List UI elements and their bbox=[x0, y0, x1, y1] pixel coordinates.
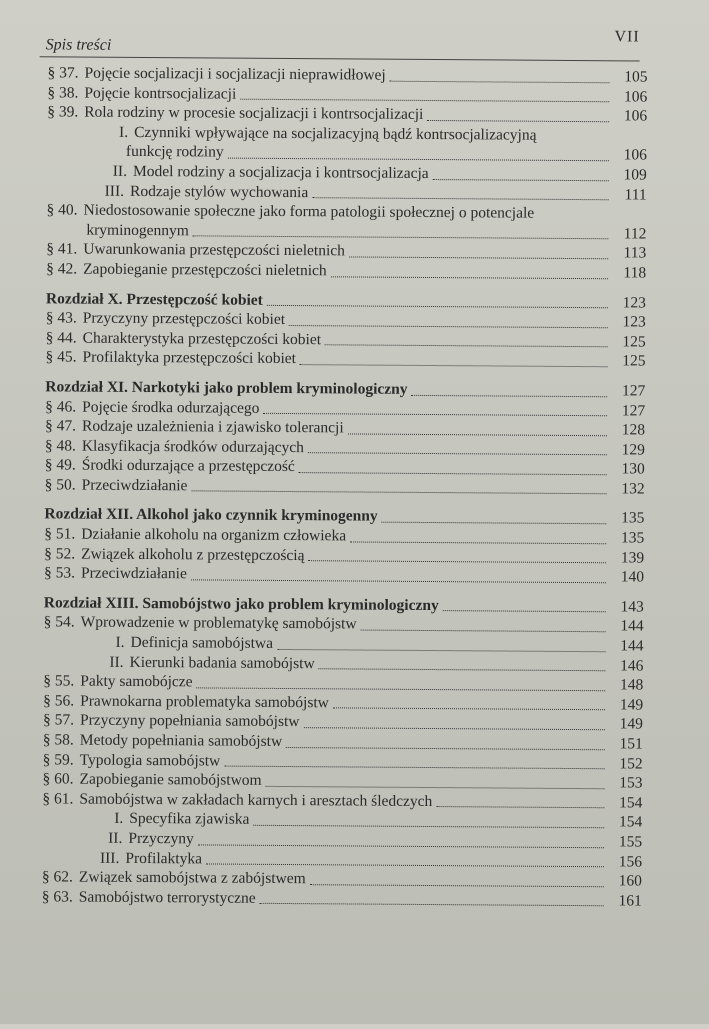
toc-title: funkcję rodziny bbox=[125, 143, 224, 161]
toc-leader bbox=[348, 433, 607, 436]
toc-leader bbox=[197, 687, 606, 691]
toc-title: Wprowadzenie w problematykę samobójstw bbox=[80, 614, 357, 633]
toc-number: § 53. bbox=[43, 564, 76, 582]
toc-title: Przyczyny popełniania samobójstw bbox=[79, 711, 300, 731]
toc-leader bbox=[260, 903, 604, 906]
toc-title: Samobójstwo terrorystyczne bbox=[78, 888, 256, 907]
toc-title: Charakterystyka przestępczości kobiet bbox=[82, 329, 322, 348]
toc-entry bbox=[44, 564, 644, 588]
toc-title: Profilaktyka przestępczości kobiet bbox=[82, 348, 297, 368]
toc-leader bbox=[253, 825, 604, 828]
toc-leader bbox=[198, 844, 604, 848]
toc-page: 151 bbox=[619, 735, 643, 753]
toc-page: 106 bbox=[624, 87, 648, 106]
toc-page: 130 bbox=[621, 460, 645, 478]
toc-number: § 45. bbox=[45, 348, 77, 366]
toc-entry bbox=[45, 475, 645, 499]
toc-page: 156 bbox=[618, 852, 643, 871]
toc-number: § 52. bbox=[44, 544, 76, 563]
toc-chapter-title: Rozdział X. Przestępczość kobiet bbox=[45, 289, 263, 309]
toc-title: Pojęcie socjalizacji i socjalizacji nieprawidłowej bbox=[84, 64, 386, 84]
toc-page: 135 bbox=[620, 529, 645, 547]
toc-number: § 38. bbox=[47, 83, 79, 102]
toc-number: § 58. bbox=[42, 731, 74, 749]
toc-leader bbox=[411, 394, 607, 396]
toc-leader bbox=[193, 236, 609, 240]
toc-title: Przyczyny bbox=[128, 829, 194, 848]
toc-title: Przeciwdziałanie bbox=[81, 476, 188, 495]
toc-number: § 47. bbox=[44, 417, 77, 435]
toc-number: § 49. bbox=[44, 456, 76, 474]
toc-title: Przeciwdziałanie bbox=[80, 564, 187, 583]
table-of-contents bbox=[42, 63, 648, 911]
toc-leader bbox=[433, 179, 609, 181]
toc-title: Związek alkoholu z przestępczością bbox=[81, 545, 305, 564]
toc-page: 152 bbox=[619, 754, 643, 773]
toc-leader bbox=[390, 80, 610, 83]
toc-page: 123 bbox=[622, 293, 646, 312]
toc-leader bbox=[277, 649, 605, 652]
toc-entry bbox=[45, 348, 645, 372]
toc-number: I. bbox=[119, 123, 129, 141]
toc-number: I. bbox=[115, 633, 125, 651]
toc-page: 125 bbox=[622, 333, 646, 351]
toc-title: Działanie alkoholu na organizm człowieka bbox=[81, 525, 347, 545]
toc-page: 144 bbox=[620, 617, 644, 635]
toc-number: § 42. bbox=[46, 260, 78, 278]
page-number: VII bbox=[614, 28, 640, 46]
toc-page: 149 bbox=[619, 696, 644, 714]
toc-leader bbox=[331, 276, 608, 279]
toc-title: Środki odurzające a przestępczość bbox=[81, 456, 295, 476]
toc-title: Uwarunkowania przestępczości nieletnich bbox=[83, 240, 345, 260]
toc-number: § 44. bbox=[45, 329, 77, 347]
toc-title: Pakty samobójcze bbox=[80, 672, 193, 691]
toc-page: 143 bbox=[620, 598, 644, 616]
toc-title: Profilaktyka bbox=[125, 849, 203, 867]
toc-number: II. bbox=[108, 829, 123, 847]
toc-number: II. bbox=[112, 162, 128, 180]
toc-page: 125 bbox=[622, 352, 646, 370]
toc-entry bbox=[42, 887, 642, 911]
toc-leader bbox=[266, 786, 605, 789]
toc-leader bbox=[299, 472, 607, 475]
toc-number: § 54. bbox=[43, 613, 75, 631]
toc-number: § 63. bbox=[41, 888, 73, 906]
toc-number: § 56. bbox=[43, 692, 75, 710]
toc-leader bbox=[325, 345, 608, 348]
toc-leader bbox=[350, 541, 606, 544]
toc-leader bbox=[436, 806, 604, 808]
toc-leader bbox=[310, 884, 604, 887]
toc-chapter-title: Rozdział XII. Alkohol jako czynnik kryminogenny bbox=[44, 505, 378, 526]
toc-title: Rodzaje uzależnienia i zjawisko tolerancji bbox=[81, 417, 344, 437]
toc-leader bbox=[361, 630, 606, 633]
toc-number: III. bbox=[99, 849, 120, 867]
toc-number: § 46. bbox=[45, 397, 77, 416]
toc-number: § 39. bbox=[47, 103, 79, 121]
toc-title: Prawnokarna problematyka samobójstw bbox=[80, 692, 329, 712]
toc-page: 105 bbox=[624, 68, 648, 86]
toc-page: 118 bbox=[623, 264, 647, 282]
toc-title: Związek samobójstwa z zabójstwem bbox=[78, 868, 306, 888]
toc-leader bbox=[286, 747, 605, 750]
toc-leader bbox=[382, 522, 607, 525]
toc-title: Rola rodziny w procesie socjalizacji i kontrsocjalizacji bbox=[84, 103, 424, 124]
toc-number: § 37. bbox=[47, 64, 79, 82]
toc-chapter-title: Rozdział XIII. Samobójstwo jako problem kryminologiczny bbox=[43, 594, 439, 614]
toc-page: 127 bbox=[621, 382, 646, 400]
toc-title: Definicja samobójstwa bbox=[130, 633, 274, 652]
toc-number: § 50. bbox=[44, 476, 76, 494]
toc-title: Kierunki badania samobójstw bbox=[129, 653, 315, 672]
toc-leader bbox=[228, 158, 609, 162]
toc-leader bbox=[427, 120, 609, 122]
toc-page: 135 bbox=[621, 509, 645, 527]
toc-page: 106 bbox=[623, 146, 647, 164]
toc-leader bbox=[263, 413, 607, 416]
toc-number: § 48. bbox=[44, 437, 76, 455]
toc-number: III. bbox=[104, 182, 125, 200]
toc-page: 129 bbox=[621, 441, 645, 459]
toc-number: I. bbox=[114, 810, 124, 828]
toc-number: § 51. bbox=[44, 525, 76, 543]
toc-page: 144 bbox=[620, 637, 644, 655]
toc-title: Pojęcie środka odurzającego bbox=[82, 398, 260, 417]
toc-page: 153 bbox=[619, 774, 643, 792]
toc-leader bbox=[443, 611, 606, 613]
toc-leader bbox=[191, 491, 606, 495]
toc-number: II. bbox=[109, 653, 124, 671]
toc-page: 109 bbox=[623, 166, 647, 184]
toc-title: Model rodziny a socjalizacja i kontrsocjalizacja bbox=[132, 162, 429, 182]
toc-leader bbox=[333, 708, 605, 711]
toc-number: § 41. bbox=[46, 240, 78, 258]
toc-title: Czynniki wpływające na socjalizacyjną bądź kontrsocjalizacyjną bbox=[134, 123, 537, 144]
toc-page: 148 bbox=[619, 676, 644, 694]
toc-leader bbox=[267, 305, 608, 308]
toc-leader bbox=[240, 99, 609, 103]
toc-page: 113 bbox=[623, 244, 647, 262]
toc-page: 128 bbox=[621, 421, 646, 439]
toc-page: 154 bbox=[618, 813, 643, 831]
toc-leader bbox=[206, 864, 604, 868]
toc-leader bbox=[224, 766, 604, 770]
toc-page: 123 bbox=[622, 313, 646, 331]
toc-number: § 55. bbox=[43, 672, 75, 690]
toc-title: Zapobieganie samobójstwom bbox=[79, 770, 262, 790]
toc-number: § 57. bbox=[42, 711, 75, 729]
toc-leader bbox=[349, 256, 608, 259]
toc-page: 112 bbox=[623, 225, 647, 243]
toc-title: Samobójstwa w zakładach karnych i aresztach śledczych bbox=[79, 790, 433, 810]
toc-entry bbox=[46, 259, 646, 283]
toc-page: 155 bbox=[618, 833, 643, 851]
toc-title: Metody popełniania samobójstw bbox=[79, 731, 283, 750]
toc-number: § 60. bbox=[42, 770, 74, 788]
toc-page: 149 bbox=[619, 715, 644, 733]
toc-leader bbox=[308, 560, 606, 563]
running-header bbox=[40, 22, 640, 61]
running-title: Spis treści bbox=[45, 36, 112, 54]
toc-page: 140 bbox=[620, 568, 645, 586]
toc-title: Rodzaje stylów wychowania bbox=[129, 182, 309, 201]
toc-leader bbox=[303, 727, 604, 730]
toc-title: Pojęcie kontrsocjalizacji bbox=[84, 84, 237, 103]
toc-number: § 61. bbox=[42, 790, 74, 808]
toc-leader bbox=[312, 197, 608, 200]
toc-title: Niedostosowanie społeczne jako forma patologii społecznej o potencjale bbox=[83, 201, 535, 222]
toc-leader bbox=[191, 579, 606, 583]
toc-page: 106 bbox=[623, 107, 648, 125]
toc-leader bbox=[289, 325, 608, 328]
toc-page: 127 bbox=[621, 401, 646, 420]
toc-title: Zapobieganie przestępczości nieletnich bbox=[83, 260, 327, 280]
toc-page: 146 bbox=[620, 656, 644, 675]
toc-page: 161 bbox=[618, 892, 642, 910]
toc-leader bbox=[300, 364, 608, 367]
toc-title: Klasyfikacja środków odurzających bbox=[81, 437, 305, 456]
toc-number: § 40. bbox=[46, 201, 78, 219]
toc-number: § 59. bbox=[42, 750, 74, 769]
toc-leader bbox=[308, 452, 607, 455]
toc-title: Typologia samobójstw bbox=[79, 751, 221, 770]
toc-number: § 62. bbox=[41, 868, 73, 886]
toc-number: § 43. bbox=[45, 309, 77, 327]
toc-page: 154 bbox=[619, 794, 643, 812]
toc-page: 139 bbox=[620, 549, 645, 567]
toc-leader bbox=[319, 668, 606, 671]
toc-page: 132 bbox=[621, 480, 645, 498]
toc-title: Specyfika zjawiska bbox=[129, 810, 250, 829]
toc-chapter-title: Rozdział XI. Narkotyki jako problem kryminologiczny bbox=[45, 378, 408, 398]
toc-page: 160 bbox=[618, 872, 642, 890]
toc-page: 111 bbox=[624, 185, 647, 204]
toc-title: kryminogennym bbox=[86, 221, 189, 240]
toc-title: Przyczyny przestępczości kobiet bbox=[82, 309, 286, 329]
